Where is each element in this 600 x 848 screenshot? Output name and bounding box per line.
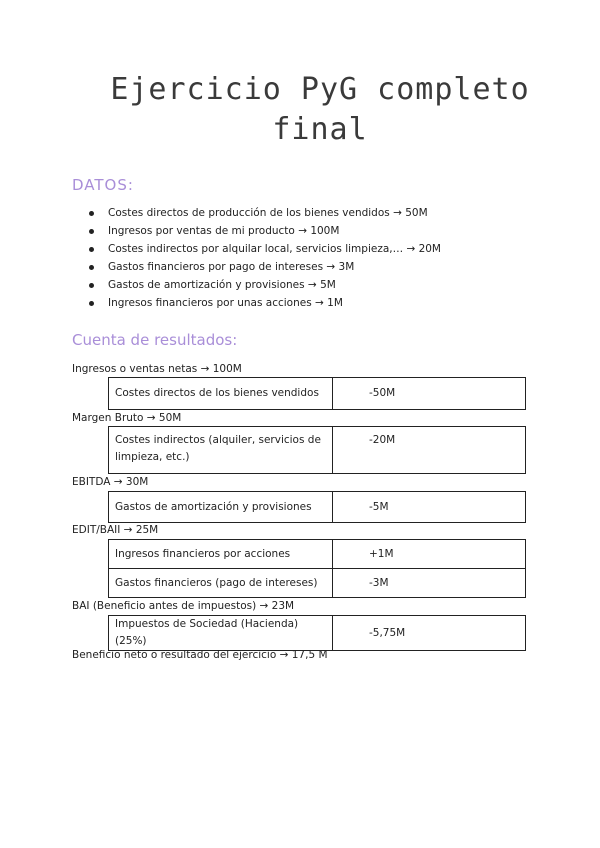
cuenta-heading: Cuenta de resultados: [72,331,238,349]
amortizacion-table [108,491,526,523]
table-cell-value: -50M [333,378,526,410]
financieros-table [108,539,526,598]
ebit-line: EDIT/BAII → 25M [72,524,159,536]
title-line-1: Ejercicio PyG completo [110,72,530,107]
table-cell-label: Impuestos de Sociedad (Hacienda) (25%) [109,616,333,651]
table-row [109,540,526,569]
table-cell-value: -5,75M [333,616,526,651]
table-cell-label: Ingresos financieros por acciones [109,540,333,569]
list-item: Ingresos financieros por unas acciones → 1M [72,294,441,312]
impuestos-table [108,615,526,651]
datos-heading: DATOS: [72,176,134,194]
table-cell-label: Gastos de amortización y provisiones [109,492,333,523]
table-cell-label: Costes indirectos (alquiler, servicios de limpieza, etc.) [109,427,333,474]
list-item: Costes indirectos por alquilar local, servicios limpieza,… → 20M [72,240,441,258]
bai-line: BAI (Beneficio antes de impuestos) → 23M [72,600,295,612]
list-item: Gastos de amortización y provisiones → 5M [72,276,441,294]
list-item: Ingresos por ventas de mi producto → 100M [72,222,441,240]
costes-indirectos-table [108,426,526,474]
beneficio-neto-line: Beneficio neto o resultado del ejercicio → 17,5 M [72,649,328,661]
table-cell-value: +1M [333,540,526,569]
table-cell-value: -5M [333,492,526,523]
ebitda-line: EBITDA → 30M [72,476,149,488]
page-title [60,70,580,150]
title-line-2: final [272,112,368,147]
table-row [109,616,526,651]
list-item: Gastos financieros por pago de intereses → 3M [72,258,441,276]
table-cell-label: Gastos financieros (pago de intereses) [109,569,333,598]
table-cell-value: -20M [333,427,526,474]
table-cell-value: -3M [333,569,526,598]
costes-directos-table [108,377,526,410]
ingresos-line: Ingresos o ventas netas → 100M [72,363,242,375]
datos-list [72,204,441,312]
table-row [109,569,526,598]
margen-bruto-line: Margen Bruto → 50M [72,412,182,424]
table-row [109,378,526,410]
table-row [109,427,526,474]
list-item: Costes directos de producción de los bienes vendidos → 50M [72,204,441,222]
table-row [109,492,526,523]
table-cell-label: Costes directos de los bienes vendidos [109,378,333,410]
